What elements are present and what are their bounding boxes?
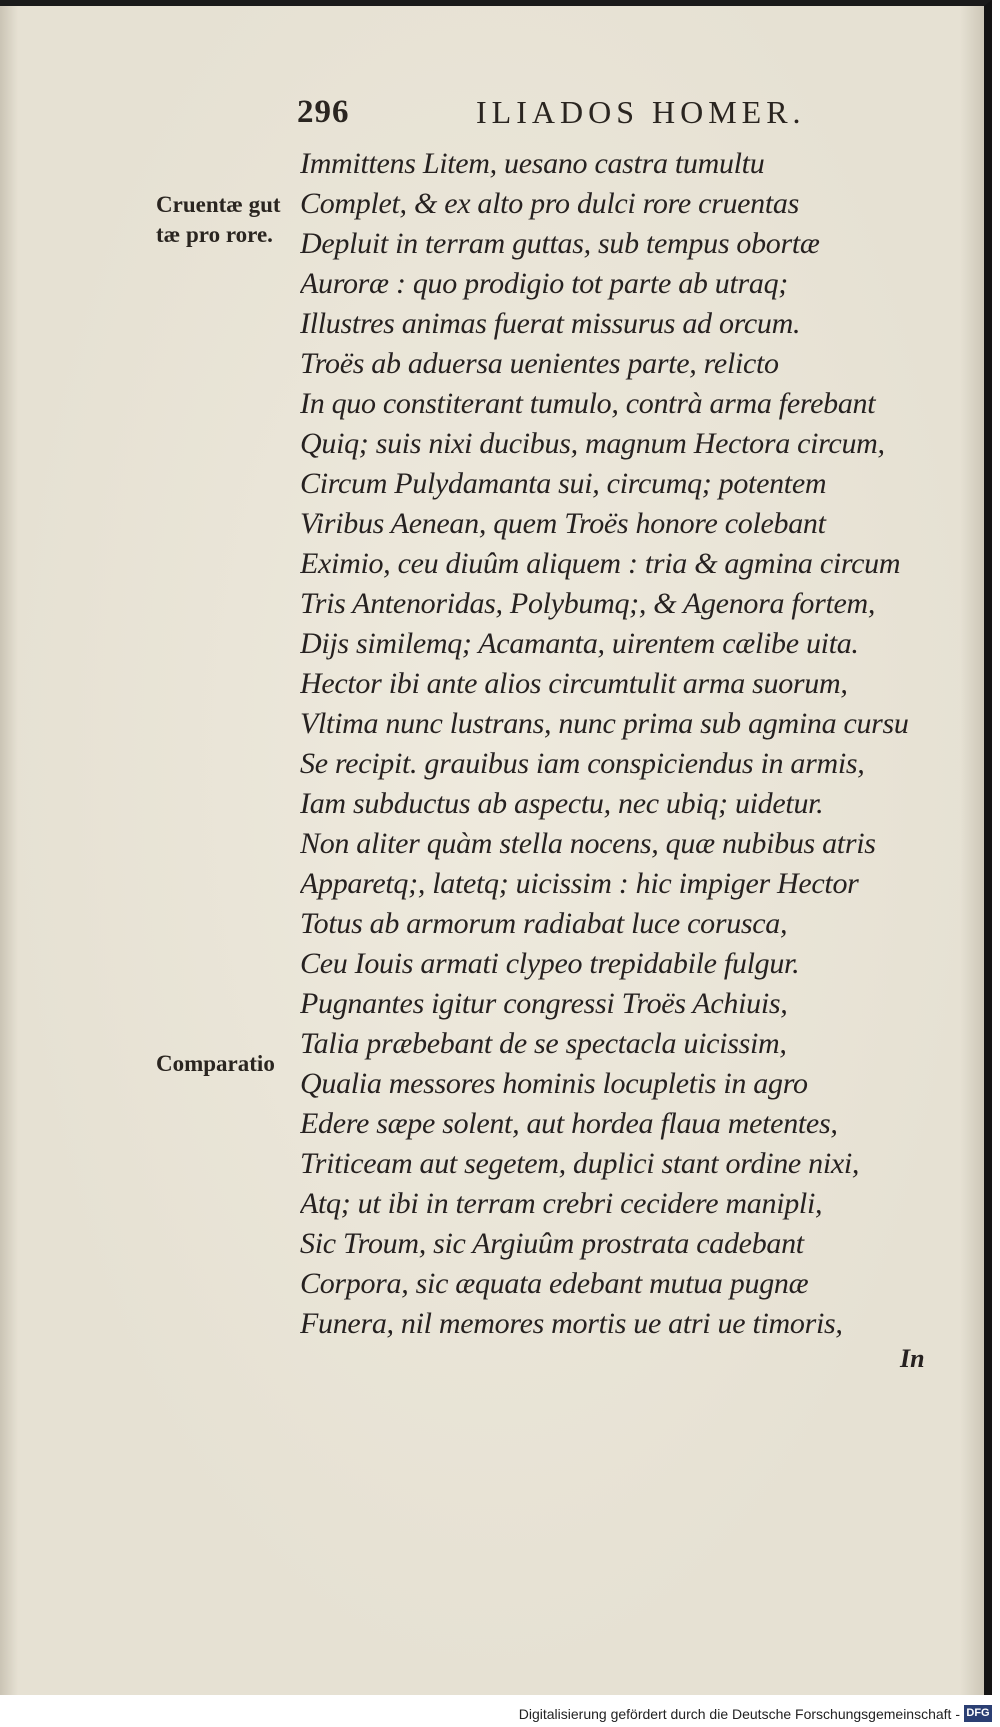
verse-line: Funera, nil memores mortis ue atri ue timoris, <box>300 1307 843 1340</box>
verse-line: Hector ibi ante alios circumtulit arma suorum, <box>300 667 848 700</box>
verse-line: Troës ab aduersa uenientes parte, relicto <box>300 347 779 380</box>
verse-block <box>300 144 950 1344</box>
verse-line: Eximio, ceu diuûm aliquem : tria & agmina circum <box>300 547 901 580</box>
verse-line: Atq; ut ibi in terram crebri cecidere manipli, <box>300 1187 823 1220</box>
running-head: ILIADOS HOMER. <box>476 94 806 130</box>
verse-line: Complet, & ex alto pro dulci rore cruentas <box>300 187 799 220</box>
verse-line: Apparetq;, latetq; uicissim : hic impiger Hector <box>300 867 859 900</box>
verse-line: Auroræ : quo prodigio tot parte ab utraq; <box>300 267 788 300</box>
verse-line: Triticeam aut segetem, duplici stant ordine nixi, <box>300 1147 860 1180</box>
verse-line: Depluit in terram guttas, sub tempus obortæ <box>300 227 820 260</box>
verse-line: Totus ab armorum radiabat luce corusca, <box>300 907 788 940</box>
verse-line: Pugnantes igitur congressi Troës Achiuis, <box>300 987 788 1020</box>
marginal-note-line: Cruentæ gut <box>156 192 281 217</box>
verse-line: Edere sæpe solent, aut hordea flaua metentes, <box>300 1107 838 1140</box>
verse-line: Sic Troum, sic Argiuûm prostrata cadebant <box>300 1227 804 1260</box>
verse-line: Illustres animas fuerat missurus ad orcum. <box>300 307 801 340</box>
verse-line: Ceu Iouis armati clypeo trepidabile fulgur. <box>300 947 800 980</box>
verse-line: Qualia messores hominis locupletis in agro <box>300 1067 808 1100</box>
verse-line: Se recipit. grauibus iam conspiciendus in armis, <box>300 747 865 780</box>
page-number: 296 <box>297 94 350 130</box>
verse-line: Quiq; suis nixi ducibus, magnum Hectora circum, <box>300 427 885 460</box>
verse-line: In quo constiterant tumulo, contrà arma ferebant <box>300 387 876 420</box>
verse-line: Corpora, sic æquata edebant mutua pugnæ <box>300 1267 809 1300</box>
verse-line: Circum Pulydamanta sui, circumq; potentem <box>300 467 827 500</box>
verse-line: Vltima nunc lustrans, nunc prima sub agmina cursu <box>300 707 909 740</box>
dfg-logo-icon: DFG <box>964 1705 992 1722</box>
verse-line: Dijs similemq; Acamanta, uirentem cælibe uita. <box>300 627 859 660</box>
marginal-note-comparatio <box>156 1049 275 1079</box>
verse-line: Iam subductus ab aspectu, nec ubiq; uidetur. <box>300 787 824 820</box>
marginal-note-line: tæ pro rore. <box>156 222 273 247</box>
verse-line: Immittens Litem, uesano castra tumultu <box>300 147 765 180</box>
verse-line: Talia præbebant de se spectacla uicissim, <box>300 1027 787 1060</box>
verse-line: Non aliter quàm stella nocens, quæ nubibus atris <box>300 827 876 860</box>
verse-line: Viribus Aenean, quem Troës honore colebant <box>300 507 826 540</box>
marginal-note-blood-rain <box>156 190 281 250</box>
catchword: In <box>900 1344 925 1373</box>
funding-credit: Digitalisierung gefördert durch die Deutsche Forschungsgemeinschaft - <box>518 1706 960 1722</box>
marginal-note-line: Comparatio <box>156 1051 275 1076</box>
verse-line: Tris Antenoridas, Polybumq;, & Agenora fortem, <box>300 587 876 620</box>
